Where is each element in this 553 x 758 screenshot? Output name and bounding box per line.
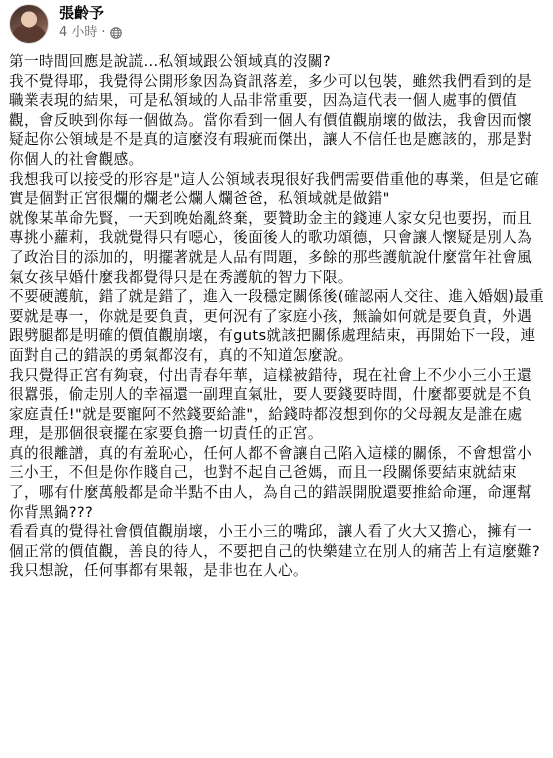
post-paragraph: 第一時間回應是說謊...私領域跟公領域真的沒關? [9,53,331,70]
globe-icon[interactable] [110,27,122,39]
post-paragraph: 我只覺得正宮有夠衰，付出青春年華，這樣被錯待，現在社會上不少小三小王還很囂張，偷走別人的幸福還一副理直氣壯，要人要錢要時間，什麼都要就是不負家庭責任!"就是要寵阿不然錢要給誰"，給錢時都沒想到你的父母親友是誰在處理，是那個很衰擺在家要負擔一切責任的正宮。 [9,366,533,443]
post-paragraph: 就像某革命先賢，一天到晚始亂終棄，要贊助金主的錢連人家女兒也要拐，而且專挑小蘿莉，我就覺得只有噁心，後面後人的歌功頌德，只會讓人懷疑是別人為了政治目的添加的，明擺著就是人品有問題，多餘的那些護航說什麼當年社會風氣女孩早婚什麼我都覺得只是在秀護航的智力下限。 [9,209,533,286]
post-paragraph: 我不覺得耶，我覺得公開形象因為資訊落差，多少可以包裝，雖然我們看到的是職業表現的結果，可是私領域的人品非常重要，因為這代表一個人處事的價值觀，會反映到你每一個做為。當你看到一個人有價值觀崩壞的做法，我會因而懷疑起你公領域是不是真的這麼沒有瑕疵而傑出，讓人不信任也是應該的，那是對你個人的社會觀感。 [9,72,533,168]
avatar[interactable] [9,4,49,44]
author-name[interactable]: 張齡予 [59,4,105,22]
post-paragraph: 我只想說，任何事都有果報，是非也在人心。 [9,562,308,580]
post-paragraph: 看看真的覺得社會價值觀崩壞，小王小三的嘴邱，讓人看了火大又擔心，擁有一個正常的價值觀，善良的待人，不要把自己的快樂建立在別人的痛苦上有這麼難? [9,523,541,560]
meta-separator: · [101,25,106,40]
post-paragraph: 我想我可以接受的形容是"這人公領域表現很好我們需要借重他的專業，但是它確實是個對正宮很爛的爛老公爛人爛爸爸，私領域就是做錯" [9,170,540,208]
post-meta [59,2,122,42]
post-paragraph: 不要硬護航，錯了就是錯了，進入一段穩定關係後(確認兩人交往、進入婚姻)最重要就是專一，你就是要負責，更何況有了家庭小孩，無論如何就是要負責，外遇跟劈腿都是明確的價值觀崩壞，有guts就該把關係處理結束，再開始下一段，連面對自己的錯誤的勇氣都沒有，真的不知道怎麼說。 [9,288,545,364]
post-header [9,0,545,52]
post-timestamp[interactable]: 4 小時 [59,25,98,40]
post-subline [59,24,122,42]
post-body [9,52,545,581]
post-paragraph: 真的很離譜，真的有羞恥心，任何人都不會讓自己陷入這樣的關係，不會想當小三小王，不但是你作賤自己，也對不起自己爸媽，而且一段關係要結束就結束了，哪有什麼萬般都是命半點不由人，為自己的錯誤開脫還要推給命運，命運幫你背黑鍋??? [9,444,533,521]
